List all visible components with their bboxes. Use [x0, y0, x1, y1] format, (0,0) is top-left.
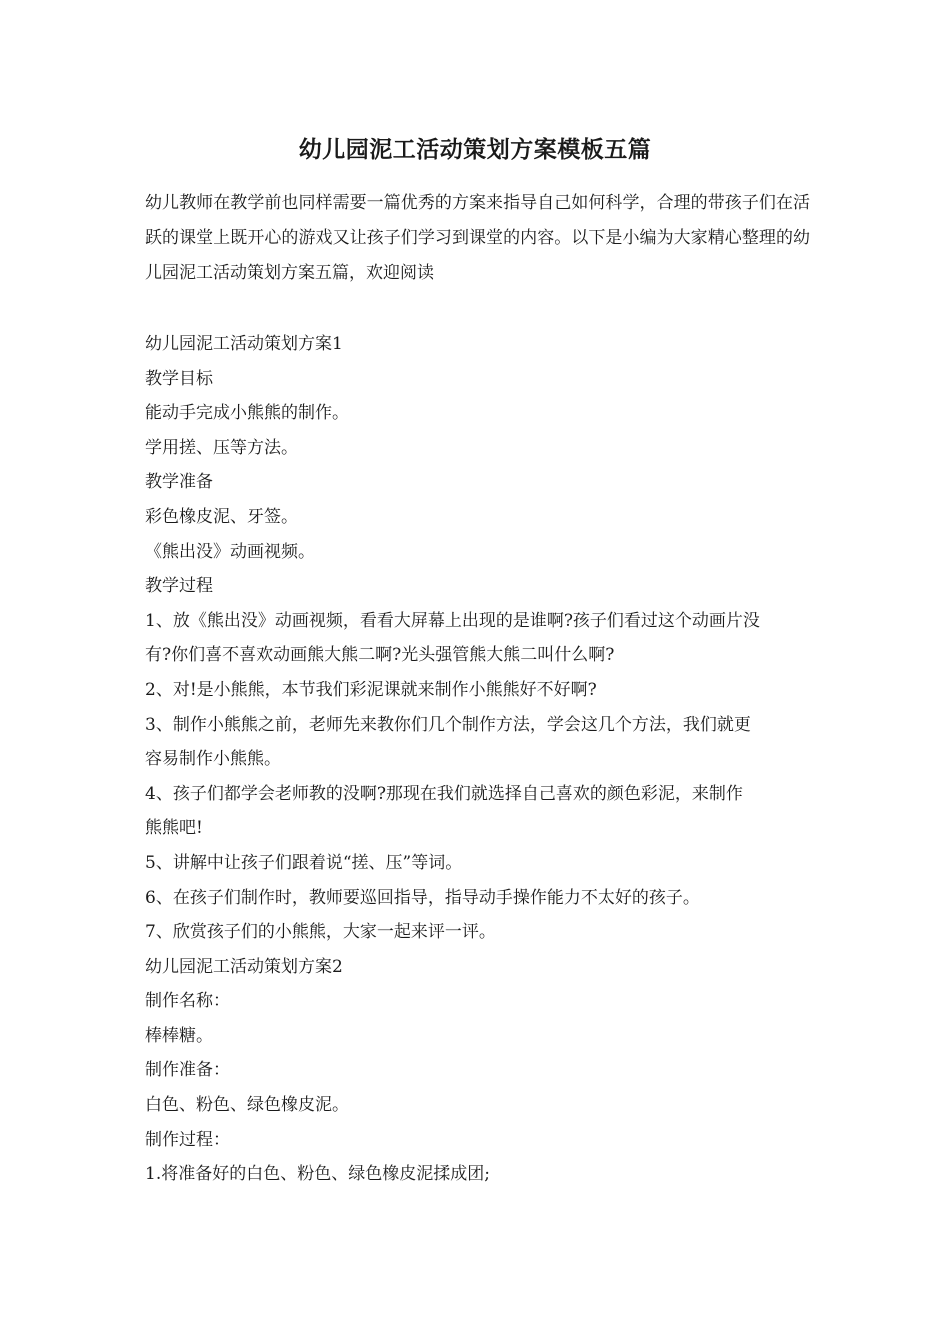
text-line: 《熊出没》动画视频。: [145, 541, 315, 562]
text-line: 1、放《熊出没》动画视频，看看大屏幕上出现的是谁啊?孩子们看过这个动画片没: [145, 610, 760, 631]
text-line: 4、孩子们都学会老师教的没啊?那现在我们就选择自己喜欢的颜色彩泥，来制作: [145, 783, 743, 804]
text-line: 6、在孩子们制作时，教师要巡回指导，指导动手操作能力不太好的孩子。: [145, 887, 700, 908]
subheading-teaching-prep: 教学准备: [145, 472, 213, 493]
document-title: 幼儿园泥工活动策划方案模板五篇: [298, 136, 652, 163]
text-line: 3、制作小熊熊之前，老师先来教你们几个制作方法，学会这几个方法，我们就更: [145, 714, 751, 735]
text-line: 有?你们喜不喜欢动画熊大熊二啊?光头强管熊大熊二叫什么啊?: [145, 645, 615, 666]
subheading-item-name: 制作名称：: [145, 991, 230, 1012]
subheading-teaching-goal: 教学目标: [145, 368, 213, 389]
text-line: 1.将准备好的白色、粉色、绿色橡皮泥揉成团;: [145, 1164, 490, 1185]
document-body: [145, 327, 810, 1192]
text-line: 能动手完成小熊熊的制作。: [145, 403, 349, 424]
text-line: 彩色橡皮泥、牙签。: [145, 506, 298, 527]
subheading-item-process: 制作过程：: [145, 1129, 230, 1150]
text-line: 白色、粉色、绿色橡皮泥。: [145, 1095, 349, 1116]
intro-paragraph: 幼儿教师在教学前也同样需要一篇优秀的方案来指导自己如何科学，合理的带孩子们在活跃的课堂上既开心的游戏又让孩子们学习到课堂的内容。以下是小编为大家精心整理的幼儿园泥工活动策划方案五篇，欢迎阅读: [145, 193, 810, 283]
text-line: 熊熊吧!: [145, 818, 203, 839]
text-line: 2、对!是小熊熊，本节我们彩泥课就来制作小熊熊好不好啊?: [145, 679, 597, 700]
text-line: 容易制作小熊熊。: [145, 749, 281, 770]
subheading-teaching-process: 教学过程: [145, 576, 213, 597]
section-heading-plan-2: 幼儿园泥工活动策划方案2: [145, 956, 343, 977]
text-line: 7、欣赏孩子们的小熊熊，大家一起来评一评。: [145, 922, 496, 943]
text-line: 5、讲解中让孩子们跟着说“搓、压”等词。: [145, 852, 463, 873]
subheading-item-prep: 制作准备：: [145, 1060, 230, 1081]
text-line: 棒棒糖。: [145, 1025, 213, 1046]
text-line: 学用搓、压等方法。: [145, 437, 298, 458]
section-heading-plan-1: 幼儿园泥工活动策划方案1: [145, 334, 343, 354]
